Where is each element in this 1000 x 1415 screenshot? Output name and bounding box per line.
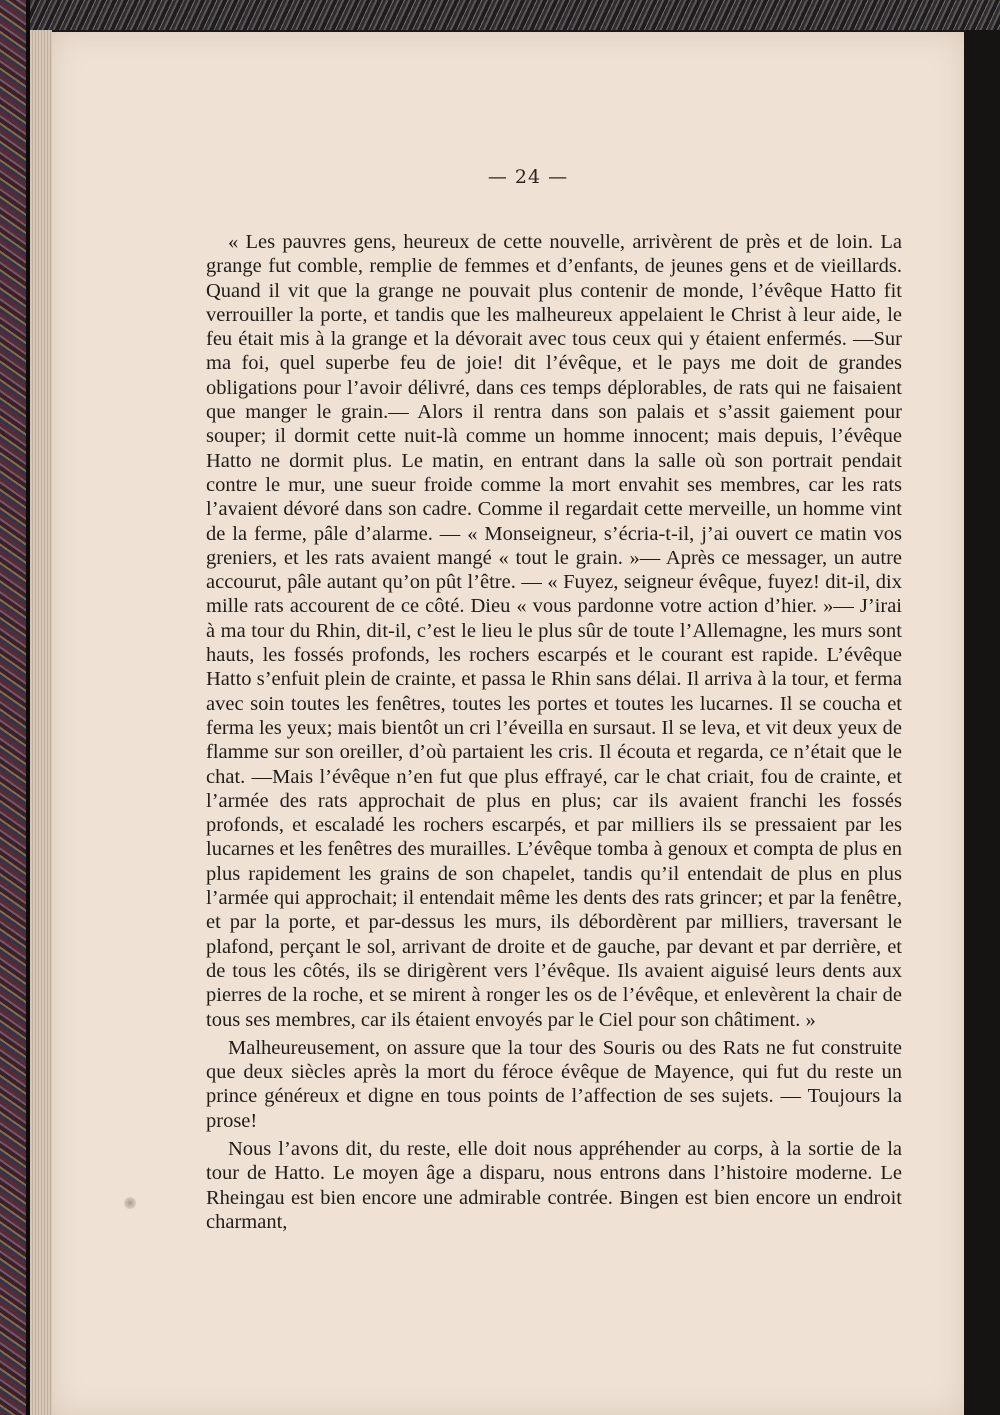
- paragraph-nous-lavons-dit: Nous l’avons dit, du reste, elle doit nous appréhender au corps, à la sortie de la tour de Hatto. Le moyen âge a disparu, nous entrons dans l’histoire moderne. Le Rheingau est bien encore une admirable contrée. Bingen est bien encore un endroit charmant,: [206, 1137, 902, 1233]
- page-number: — 24 —: [487, 166, 569, 188]
- page-edges: [30, 30, 52, 1415]
- marbled-top-edge: [30, 0, 1000, 30]
- scan-background: [964, 30, 1000, 1415]
- paragraph-legend: « Les pauvres gens, heureux de cette nouvelle, arrivèrent de près et de loin. La grange fut comble, remplie de femmes et d’enfants, de jeunes gens et de vieillards. Quand il vit que la grange ne pouvait plus contenir de monde, l’évêque Hatto fit verrouiller la porte, et tandis que les malheureux appelaient le Christ à leur aide, le feu était mis à la grange et la dévorait avec tous ceux qui y étaient enfermés. —Sur ma foi, quel superbe feu de joie! dit l’évêque, et le pays me doit de grandes obligations pour l’avoir délivré, dans ces temps déplorables, de rats qui ne faisaient que manger le grain.— Alors il rentra dans son palais et s’assit gaiement pour souper; il dormit cette nuit-là comme un homme innocent; mais depuis, l’évêque Hatto ne dormit plus. Le matin, en entrant dans la salle où son portrait pendait contre le mur, une sueur froide comme la mort envahit ses membres, car les rats l’avaient dévoré dans son cadre. Comme il regardait cette merveille, un homme vint de la ferme, pâle d’alarme. — « Monseigneur, s’écria-t-il, j’ai ouvert ce matin vos greniers, et les rats avaient mangé « tout le grain. »— Après ce messager, un autre accourut, pâle autant qu’on pût l’être. — « Fuyez, seigneur évêque, fuyez! dit-il, dix mille rats accourent de ce côté. Dieu « vous pardonne votre action d’hier. »— J’irai à ma tour du Rhin, dit-il, c’est le lieu le plus sûr de toute l’Allemagne, les murs sont hauts, les fossés profonds, les rochers escarpés et le courant est rapide. L’évêque Hatto s’enfuit plein de crainte, et passa le Rhin sans délai. Il arriva à la tour, et ferma avec soin toutes les fenêtres, toutes les portes et toutes les lucarnes. Il se coucha et ferma les yeux; mais bientôt un cri l’éveilla en sursaut. Il se leva, et vit deux yeux de flamme sur son oreiller, d’où partaient les cris. Il écouta et regarda, ce n’était que le chat. —Mais l’évêque n’en fut que plus effrayé, car le chat criait, fou de crainte, et l’armée des rats approchait de plus en plus; car ils avaient franchi les fossés profonds, et escaladé les rochers escarpés, et par milliers ils se pressaient par les lucarnes et les fenêtres des murailles. L’évêque tomba à genoux et compta de plus en plus rapidement les grains de son chapelet, tandis qu’il entendait de plus en plus l’armée qui approchait; il entendait même les dents des rats grincer; et par la fenêtre, et par la porte, et par-dessus les murs, ils débordèrent par milliers, traversant le plafond, perçant le sol, arrivant de droite et de gauche, par devant et par derrière, et de tous les côtés, ils se dirigèrent vers l’évêque. Ils avaient aiguisé leurs dents aux pierres de la roche, et se mirent à ronger les os de l’évêque, et enlevèrent la chair de tous ses membres, car ils étaient envoyés par le Ciel pour son châtiment. »: [206, 231, 902, 1031]
- ink-smudge: [124, 1197, 136, 1209]
- paragraph-malheureusement: Malheureusement, on assure que la tour des Souris ou des Rats ne fut construite que deux siècles après la mort du féroce évêque de Mayence, qui fut du reste un prince généreux et digne en tous points de l’affection de ses sujets. — Toujours la prose!: [206, 1036, 902, 1132]
- body-text: [206, 230, 902, 1234]
- marbled-endpaper: [0, 0, 30, 1415]
